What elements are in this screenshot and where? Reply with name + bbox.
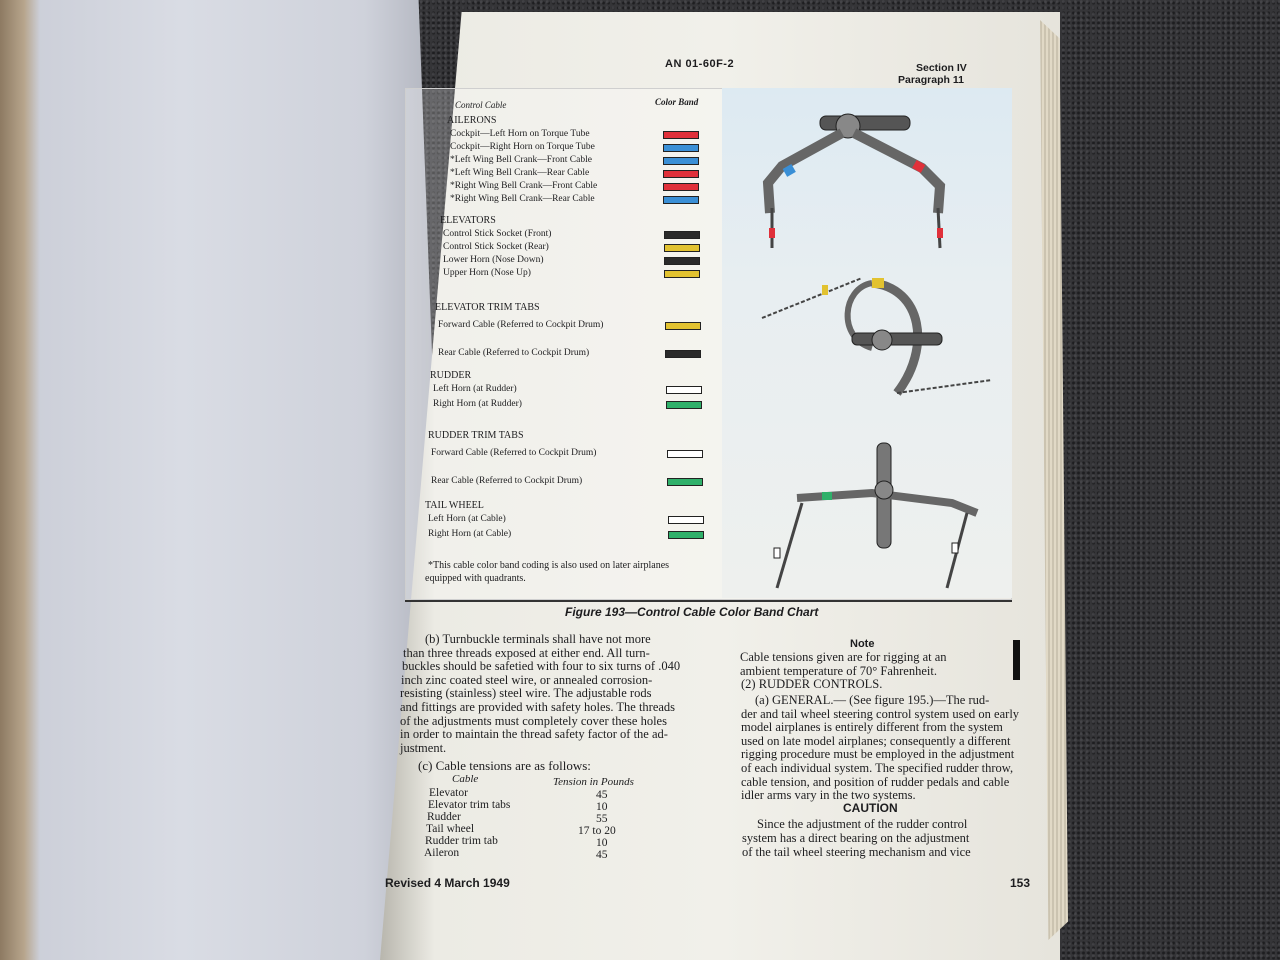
group-title: AILERONS [447,115,497,126]
caution-line: of the tail wheel steering mechanism and vice [742,845,971,859]
tension-value: 55 [596,813,608,825]
diagram-panel [722,88,1012,598]
color-band-swatch [665,322,701,330]
tension-value: 45 [596,789,608,801]
chart-row-label: Left Horn (at Cable) [428,514,506,524]
group-title: ELEVATORS [440,215,496,226]
tension-value: 10 [596,801,608,813]
body-line: (b) Turnbuckle terminals shall have not more [425,632,651,646]
group-title: ELEVATOR TRIM TABS [435,302,540,313]
color-band-swatch [663,131,699,139]
body-line: model airplanes is entirely different from the system [741,720,1003,735]
group-title: RUDDER TRIM TABS [428,430,524,441]
body-line: of the adjustments must completely cover these holes [400,713,667,728]
section-label: Section IV [916,62,967,74]
color-band-swatch [668,516,704,524]
left-page-edge [0,0,40,960]
tension-cable: Tail wheel [426,823,475,835]
body-line: (a) GENERAL.— (See figure 195.)—The rud- [755,693,990,707]
body-line: of each individual system. The specified rudder throw, [741,761,1014,775]
body-line: cable tension, and position of rudder pedals and cable [741,774,1010,789]
rudder-tailwheel-diagram [774,443,977,588]
cable-diagrams [722,88,1012,598]
color-band-swatch [664,257,700,265]
tension-cable: Aileron [424,847,460,859]
chart-row-label: *Left Wing Bell Crank—Rear Cable [450,168,590,178]
body-line: than three threads exposed at either end. All turn- [403,645,650,660]
color-band-swatch [663,196,699,204]
tension-value: 10 [596,837,608,849]
tension-cable: Rudder trim tab [425,835,498,847]
body-line: in order to maintain the thread safety factor of the ad- [400,727,668,742]
tension-cable: Elevator [429,787,468,799]
chart-row-label: Cockpit—Right Horn on Torque Tube [450,142,595,152]
color-band-swatch [664,231,700,239]
chart-row-label: Upper Horn (Nose Up) [443,268,531,278]
figure-rule [405,600,1012,602]
body-line: resisting (stainless) steel wire. The adjustable rods [400,686,652,701]
chart-row-label: Lower Horn (Nose Down) [443,255,544,265]
body-line: buckles should be safetied with four to six turns of .040 [402,659,681,674]
chart-row-label: Rear Cable (Referred to Cockpit Drum) [438,348,590,358]
color-band-swatch [664,244,700,252]
chart-row-label: Forward Cable (Referred to Cockpit Drum) [431,448,597,458]
chart-row-label: *Left Wing Bell Crank—Front Cable [450,155,592,165]
paragraph-label: Paragraph 11 [898,74,964,86]
left-page [0,0,455,960]
color-band-swatch [663,157,699,165]
chart-row-label: *Right Wing Bell Crank—Rear Cable [450,194,595,204]
note-line: ambient temperature of 70° Fahrenheit. [740,663,937,678]
body-line: justment. [400,740,447,755]
color-band-swatch [663,170,699,178]
footnote-line-1: *This cable color band coding is also used on later airplanes [428,560,670,571]
tension-value: 17 to 20 [578,825,616,837]
section-subhead: (2) RUDDER CONTROLS. [741,677,883,691]
color-band-swatch [667,450,703,458]
figure-caption: Figure 193—Control Cable Color Band Chart [565,605,819,619]
body-line: inch zinc coated steel wire, or annealed corrosion- [401,672,653,687]
color-band-swatch [664,270,700,278]
chart-row-label: Control Stick Socket (Rear) [443,242,549,252]
caution-title: CAUTION [843,801,898,815]
color-band-swatch [668,531,704,539]
note-title: Note [850,638,875,650]
chart-row-label: Right Horn (at Rudder) [433,399,522,409]
body-line: idler arms vary in the two systems. [741,788,916,803]
col-header-cable: Control Cable [455,100,507,110]
revision-bar [1013,640,1020,680]
tension-intro: (c) Cable tensions are as follows: [418,758,591,773]
table-header-tension: Tension in Pounds [553,776,634,788]
caution-line: Since the adjustment of the rudder control [757,817,968,831]
group-title: TAIL WHEEL [425,500,484,511]
chart-row-label: Cockpit—Left Horn on Torque Tube [450,129,590,139]
color-band-swatch [666,401,702,409]
chart-row-label: Forward Cable (Referred to Cockpit Drum) [438,320,604,330]
aileron-torque-tube-diagram [768,114,943,248]
col-header-band: Color Band [655,97,699,107]
chart-row-label: Rear Cable (Referred to Cockpit Drum) [431,476,583,486]
elevator-stick-diagram [762,278,992,393]
color-band-swatch [667,478,703,486]
color-band-swatch [666,386,702,394]
chart-row-label: *Right Wing Bell Crank—Front Cable [450,181,598,191]
tension-cable: Rudder [427,811,461,823]
caution-line: system has a direct bearing on the adjustment [742,831,970,845]
tension-cable: Elevator trim tabs [428,799,511,811]
revised-date: Revised 4 March 1949 [385,876,510,890]
table-header-cable: Cable [452,773,479,785]
chart-row-label: Control Stick Socket (Front) [443,229,552,239]
doc-number: AN 01-60F-2 [665,58,735,70]
color-band-swatch [663,183,699,191]
note-line: Cable tensions given are for rigging at an [740,650,947,664]
chart-row-label: Left Horn (at Rudder) [433,384,517,394]
tension-value: 45 [596,849,608,861]
page-number: 153 [1010,876,1031,890]
color-band-swatch [663,144,699,152]
body-line: used on late model airplanes; consequently a different [741,733,1011,748]
chart-row-label: Right Horn (at Cable) [428,529,512,539]
body-line: der and tail wheel steering control system used on early [741,706,1020,721]
group-title: RUDDER [430,370,472,381]
color-band-swatch [665,350,701,358]
body-line: and fittings are provided with safety holes. The threads [400,700,676,714]
body-line: rigging procedure must be employed in the adjustment [741,747,1015,762]
footnote-line-2: equipped with quadrants. [425,573,526,584]
